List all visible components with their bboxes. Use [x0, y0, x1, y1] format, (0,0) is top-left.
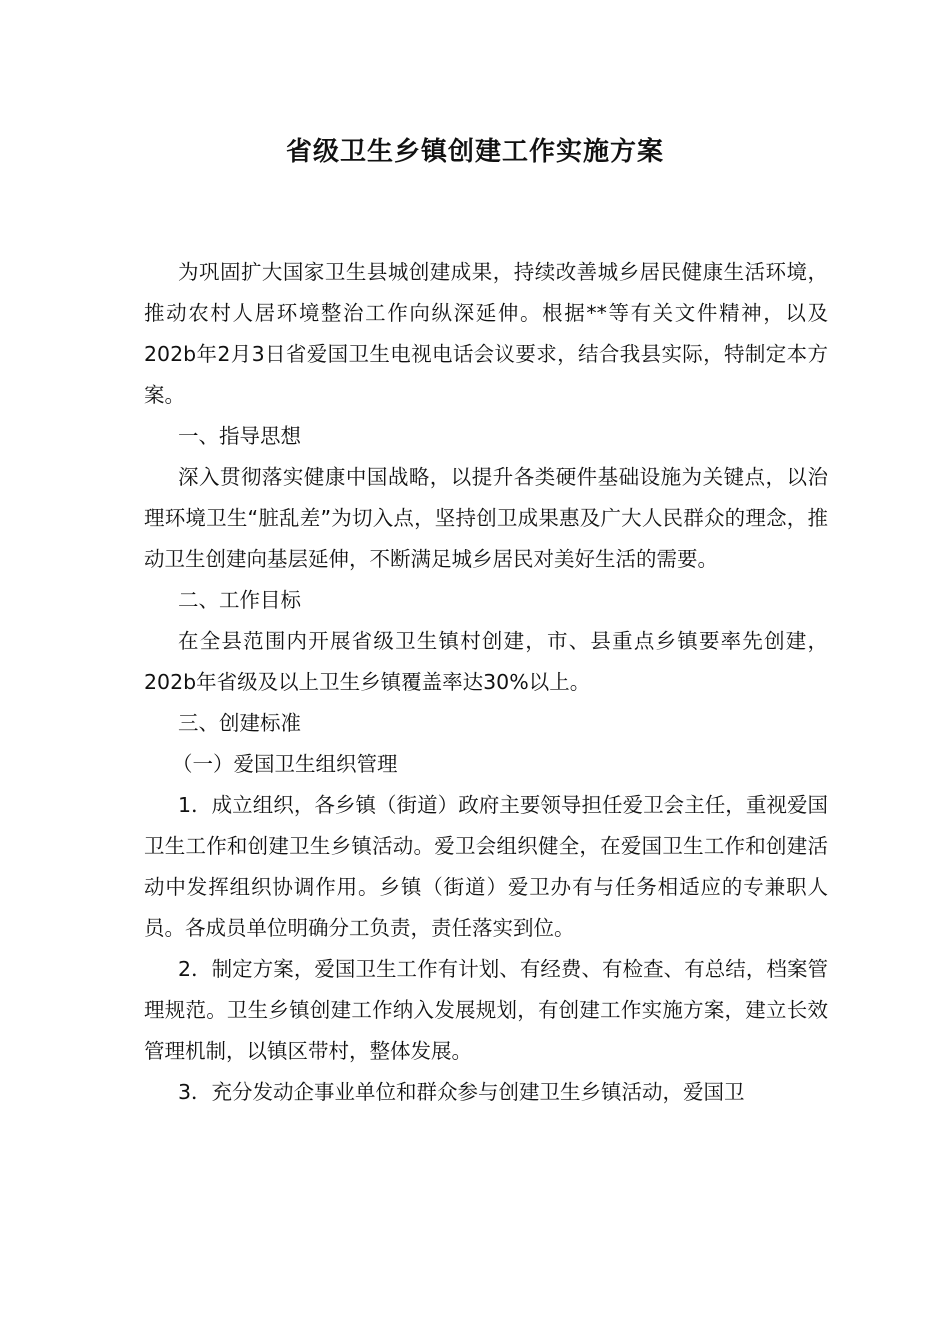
item-paragraph-1: 1．成立组织，各乡镇（街道）政府主要领导担任爱卫会主任，重视爱国卫生工作和创建卫生乡镇活动。爱卫会组织健全，在爱国卫生工作和创建活动中发挥组织协调作用。乡镇（街道）爱卫办有与任务相适应的专兼职人员。各成员单位明确分工负责，责任落实到位。 — [144, 793, 828, 940]
section-heading-work-goals: 二、工作目标 — [178, 588, 301, 612]
guiding-ideology-paragraph: 深入贯彻落实健康中国战略，以提升各类硬件基础设施为关键点，以治理环境卫生“脏乱差”为切入点，坚持创卫成果惠及广大人民群众的理念，推动卫生创建向基层延伸，不断满足城乡居民对美好生活的需要。 — [144, 465, 828, 571]
subsection-heading-organization: （一）爱国卫生组织管理 — [172, 752, 398, 776]
section-heading-guiding-ideology: 一、指导思想 — [178, 424, 301, 448]
document-title: 省级卫生乡镇创建工作实施方案 — [285, 137, 664, 167]
intro-paragraph: 为巩固扩大国家卫生县城创建成果，持续改善城乡居民健康生活环境，推动农村人居环境整治工作向纵深延伸。根据**等有关文件精神，以及202b年2月3日省爱国卫生电视电话会议要求，结合我县实际，特制定本方案。 — [144, 260, 828, 407]
work-goals-paragraph: 在全县范围内开展省级卫生镇村创建，市、县重点乡镇要率先创建，202b年省级及以上卫生乡镇覆盖率达30%以上。 — [144, 629, 828, 694]
section-heading-standards: 三、创建标准 — [178, 711, 301, 735]
item-paragraph-3: 3．充分发动企事业单位和群众参与创建卫生乡镇活动，爱国卫 — [178, 1080, 745, 1104]
item-paragraph-2: 2．制定方案，爱国卫生工作有计划、有经费、有检查、有总结，档案管理规范。卫生乡镇创建工作纳入发展规划，有创建工作实施方案，建立长效管理机制，以镇区带村，整体发展。 — [144, 957, 828, 1063]
document-body — [144, 252, 828, 1113]
